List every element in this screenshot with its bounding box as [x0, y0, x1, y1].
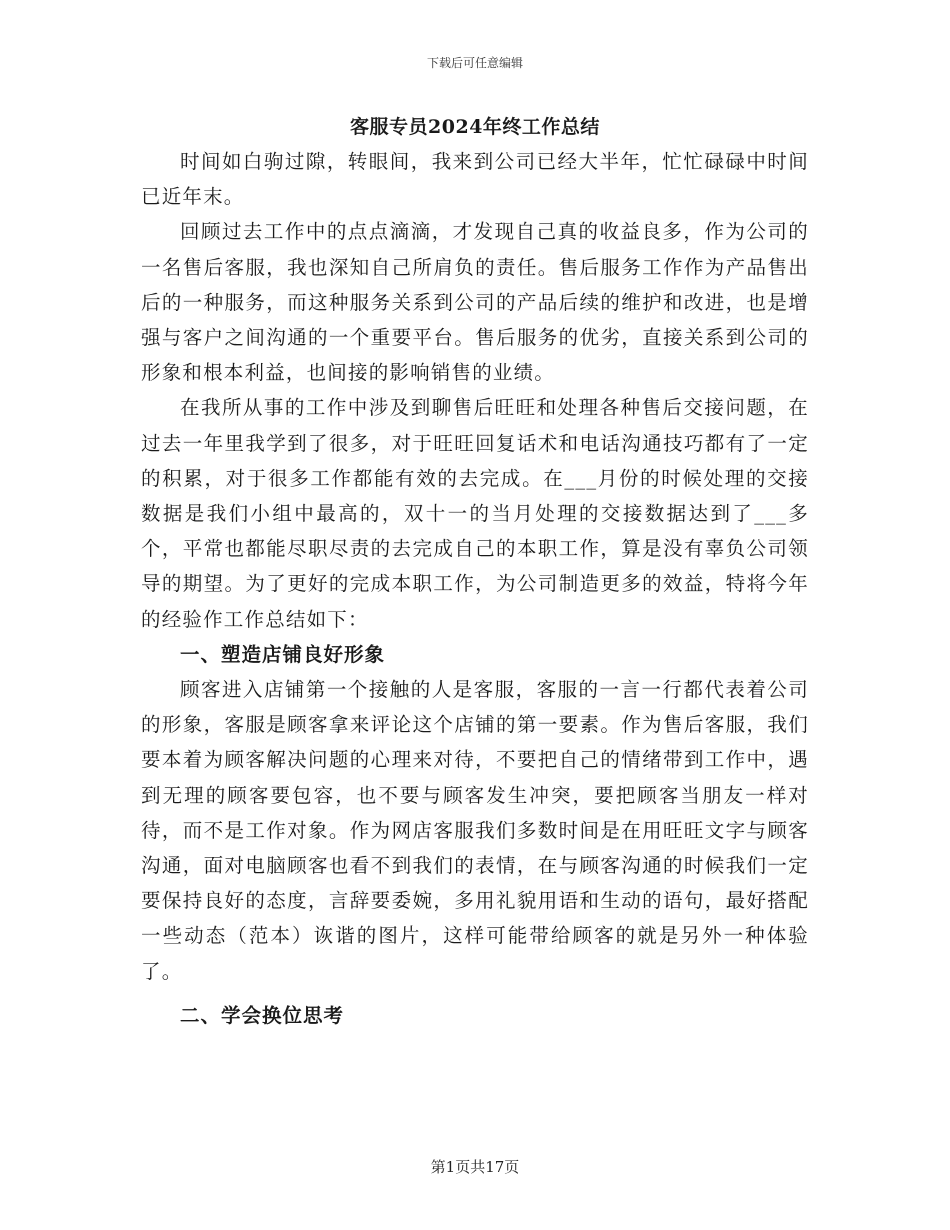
document-body	[141, 110, 809, 1033]
section-paragraph-1: 顾客进入店铺第一个接触的人是客服，客服的一言一行都代表着公司的形象，客服是顾客拿来评论这个店铺的第一要素。作为售后客服，我们要本着为顾客解决问题的心理来对待，不要把自己的情绪带到工作中，遇到无理的顾客要包容，也不要与顾客发生冲突，要把顾客当朋友一样对待，而不是工作对象。作为网店客服我们多数时间是在用旺旺文字与顾客沟通，面对电脑顾客也看不到我们的表情，在与顾客沟通的时候我们一定要保持良好的态度，言辞要委婉，多用礼貌用语和生动的语句，最好搭配一些动态（范本）诙谐的图片，这样可能带给顾客的就是另外一种体验了。	[141, 678, 809, 983]
document-title: 客服专员2024年终工作总结	[350, 116, 600, 138]
page-footer: 第1页共17页	[430, 1158, 520, 1176]
paragraph-work: 在我所从事的工作中涉及到聊售后旺旺和处理各种售后交接问题，在过去一年里我学到了很多，对于旺旺回复话术和电话沟通技巧都有了一定的积累，对于很多工作都能有效的去完成。在___月份的时候处理的交接数据是我们小组中最高的，双十一的当月处理的交接数据达到了___多个，平常也都能尽职尽责的去完成自己的本职工作，算是没有辜负公司领导的期望。为了更好的完成本职工作，为公司制造更多的效益，特将今年的经验作工作总结如下：	[141, 396, 809, 631]
section-heading-2: 二、学会换位思考	[180, 1003, 345, 1027]
paragraph-intro: 时间如白驹过隙，转眼间，我来到公司已经大半年，忙忙碌碌中时间已近年末。	[141, 150, 809, 209]
paragraph-review: 回顾过去工作中的点点滴滴，才发现自己真的收益良多，作为公司的一名售后客服，我也深知自己所肩负的责任。售后服务工作作为产品售出后的一种服务，而这种服务关系到公司的产品后续的维护和改进，也是增强与客户之间沟通的一个重要平台。售后服务的优劣，直接关系到公司的形象和根本利益，也间接的影响销售的业绩。	[141, 220, 809, 385]
section-heading-1: 一、塑造店铺良好形象	[180, 642, 386, 666]
header-note: 下载后可任意编辑	[426, 56, 523, 70]
